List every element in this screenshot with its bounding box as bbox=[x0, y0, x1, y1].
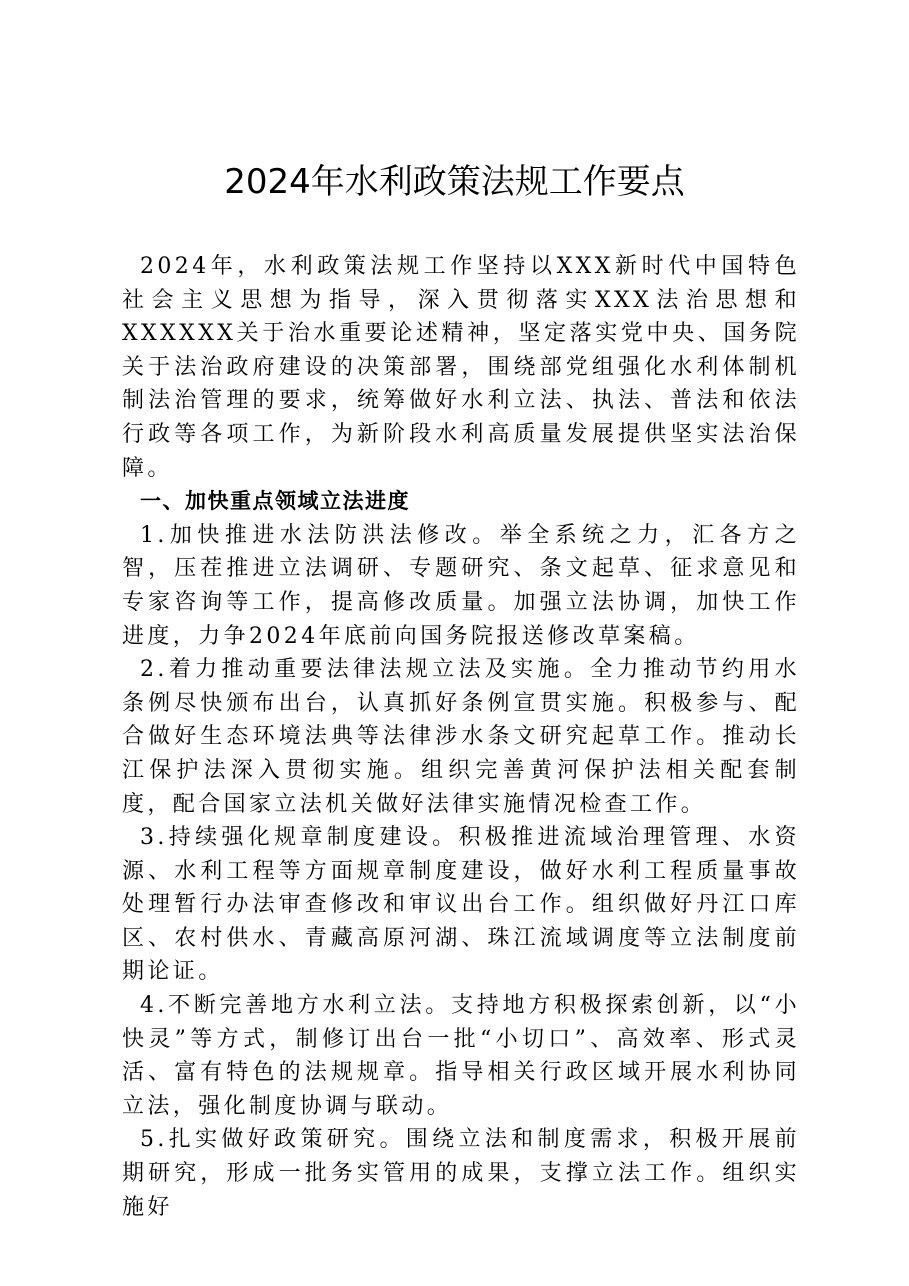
item-paragraph-4: 4.不断完善地方水利立法。支持地方积极探索创新，以“小快灵”等方式，制修订出台一批“小切口”、高效率、形式灵活、富有特色的法规规章。指导相关行政区域开展水利协同立法，强化制度协调与联动。 bbox=[122, 993, 800, 1119]
document-title: 2024年水利政策法规工作要点 bbox=[224, 162, 685, 202]
item-paragraph-3: 3.持续强化规章制度建设。积极推进流域治理管理、水资源、水利工程等方面规章制度建设，做好水利工程质量事故处理暂行办法审查修改和审议出台工作。组织做好丹江口库区、农村供水、青藏高原河湖、珠江流域调度等立法制度前期论证。 bbox=[122, 825, 800, 985]
intro-paragraph: 2024年，水利政策法规工作坚持以XXX新时代中国特色社会主义思想为指导，深入贯彻落实XXX法治思想和XXXXXX关于治水重要论述精神，坚定落实党中央、国务院关于法治政府建设的决策部署，围绕部党组强化水利体制机制法治管理的要求，统筹做好水利立法、执法、普法和依法行政等各项工作，为新阶段水利高质量发展提供坚实法治保障。 bbox=[122, 254, 800, 481]
item-paragraph-2: 2.着力推动重要法律法规立法及实施。全力推动节约用水条例尽快颁布出台，认真抓好条例宣贯实施。积极参与、配合做好生态环境法典等法律涉水条文研究起草工作。推动长江保护法深入贯彻实施。组织完善黄河保护法相关配套制度，配合国家立法机关做好法律实施情况检查工作。 bbox=[122, 657, 800, 817]
document-body bbox=[122, 250, 800, 1224]
section-heading-1: 一、加快重点领域立法进度 bbox=[140, 489, 410, 514]
item-paragraph-5: 5.扎实做好政策研究。围绕立法和制度需求，积极开展前期研究，形成一批务实管用的成果，支撑立法工作。组织实施好 bbox=[122, 1127, 800, 1220]
item-paragraph-1: 1.加快推进水法防洪法修改。举全系统之力，汇各方之智，压茬推进立法调研、专题研究、条文起草、征求意见和专家咨询等工作，提高修改质量。加强立法协调，加快工作进度，力争2024年底前向国务院报送修改草案稿。 bbox=[122, 522, 800, 649]
